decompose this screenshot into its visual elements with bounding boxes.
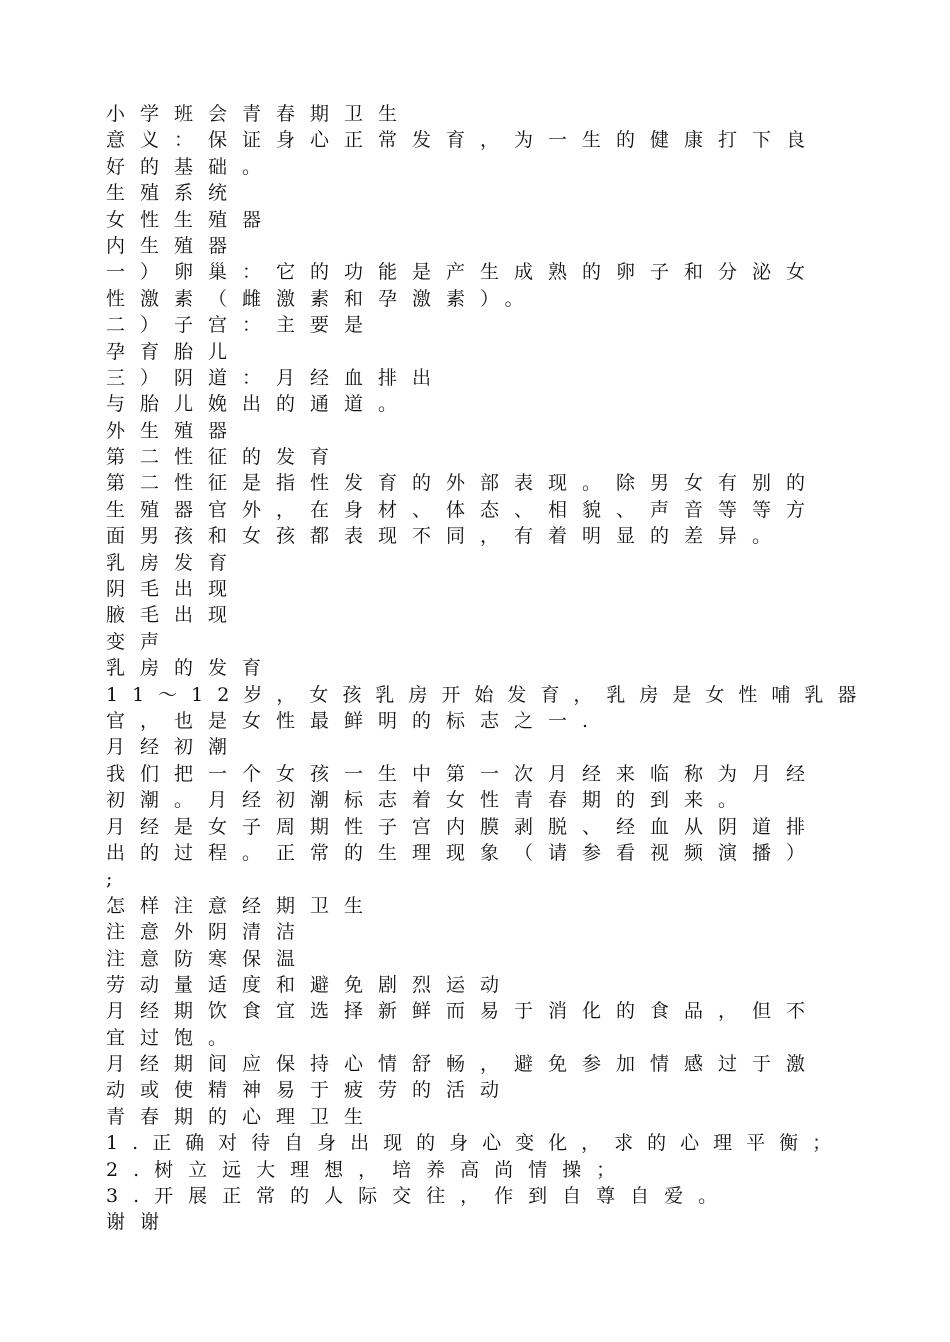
document-page	[106, 101, 871, 1236]
text-line: 官，也是女性最鲜明的标志之一.	[106, 709, 604, 732]
list-item: 1.正确对待自身出现的身心变化，求的心理平衡；	[106, 1132, 846, 1155]
text-line: 孕育胎儿	[106, 340, 243, 363]
text-line: 动或使精神易于疲劳的活动	[106, 1079, 515, 1102]
section-heading-secondary-traits: 第二性征的发育	[106, 446, 345, 469]
list-item: 阴毛出现	[106, 578, 243, 601]
text-line: 与胎儿娩出的通道。	[106, 393, 413, 416]
section-heading-period-hygiene: 怎样注意经期卫生	[106, 894, 379, 917]
document-title: 小学班会青春期卫生	[106, 103, 413, 125]
text-line: 我们把一个女孩一生中第一次月经来临称为月经	[106, 762, 821, 785]
text-line: 面男孩和女孩都表现不同，有着明显的差异。	[106, 525, 787, 548]
text-line-vagina: 三）阴道：月经血排出	[106, 366, 447, 389]
text-line: 出的过程。正常的生理现象（请参看视频演播）	[106, 841, 821, 864]
text-line: 第二性征是指性发育的外部表现。除男女有别的	[106, 472, 821, 495]
list-item: 注意外阴清洁	[106, 921, 311, 944]
section-heading-menarche: 月经初潮	[106, 736, 243, 759]
list-item: 2.树立远大理想，培养高尚情操；	[106, 1158, 631, 1181]
list-item: 变声	[106, 630, 175, 653]
closing-text: 谢谢	[106, 1211, 175, 1234]
list-item: 3.开展正常的人际交往，作到自尊自爱。	[106, 1185, 733, 1208]
text-line: 性激素（雌激素和孕激素）。	[106, 287, 539, 310]
text-line: 生殖器官外，在身材、体态、相貌、声音等等方	[106, 498, 821, 521]
section-heading-reproductive-system: 生殖系统	[106, 182, 243, 205]
text-line-uterus: 二）子宫：主要是	[106, 314, 379, 337]
text-line: 好的基础。	[106, 155, 277, 178]
section-heading-female-organs: 女性生殖器	[106, 208, 277, 231]
text-line: 月经是女子周期性子宫内膜剥脱、经血从阴道排	[106, 815, 821, 838]
text-line-ovary: 一）卵巢：它的功能是产生成熟的卵子和分泌女	[106, 261, 821, 284]
text-line: 宜过饱。	[106, 1026, 243, 1049]
section-heading-internal-organs: 内生殖器	[106, 234, 243, 257]
text-line: 11～12岁，女孩乳房开始发育，乳房是女性哺乳器	[106, 683, 871, 706]
section-heading-mental-health: 青春期的心理卫生	[106, 1105, 379, 1128]
text-line: 初潮。月经初潮标志着女性青春期的到来。	[106, 789, 753, 812]
section-heading-external-organs: 外生殖器	[106, 419, 243, 442]
text-line: 月经期饮食宜选择新鲜而易于消化的食品，但不	[106, 1000, 821, 1023]
list-item: 劳动量适度和避免剧烈运动	[106, 973, 515, 996]
text-line: 月经期间应保持心情舒畅，避免参加情感过于激	[106, 1053, 821, 1076]
list-item: 腋毛出现	[106, 604, 243, 627]
list-item: 注意防寒保温	[106, 947, 311, 970]
text-line-significance: 意义：保证身心正常发育，为一生的健康打下良	[106, 129, 821, 152]
text-line: ;	[106, 868, 128, 891]
list-item: 乳房发育	[106, 551, 243, 574]
section-heading-breast-development: 乳房的发育	[106, 657, 277, 680]
